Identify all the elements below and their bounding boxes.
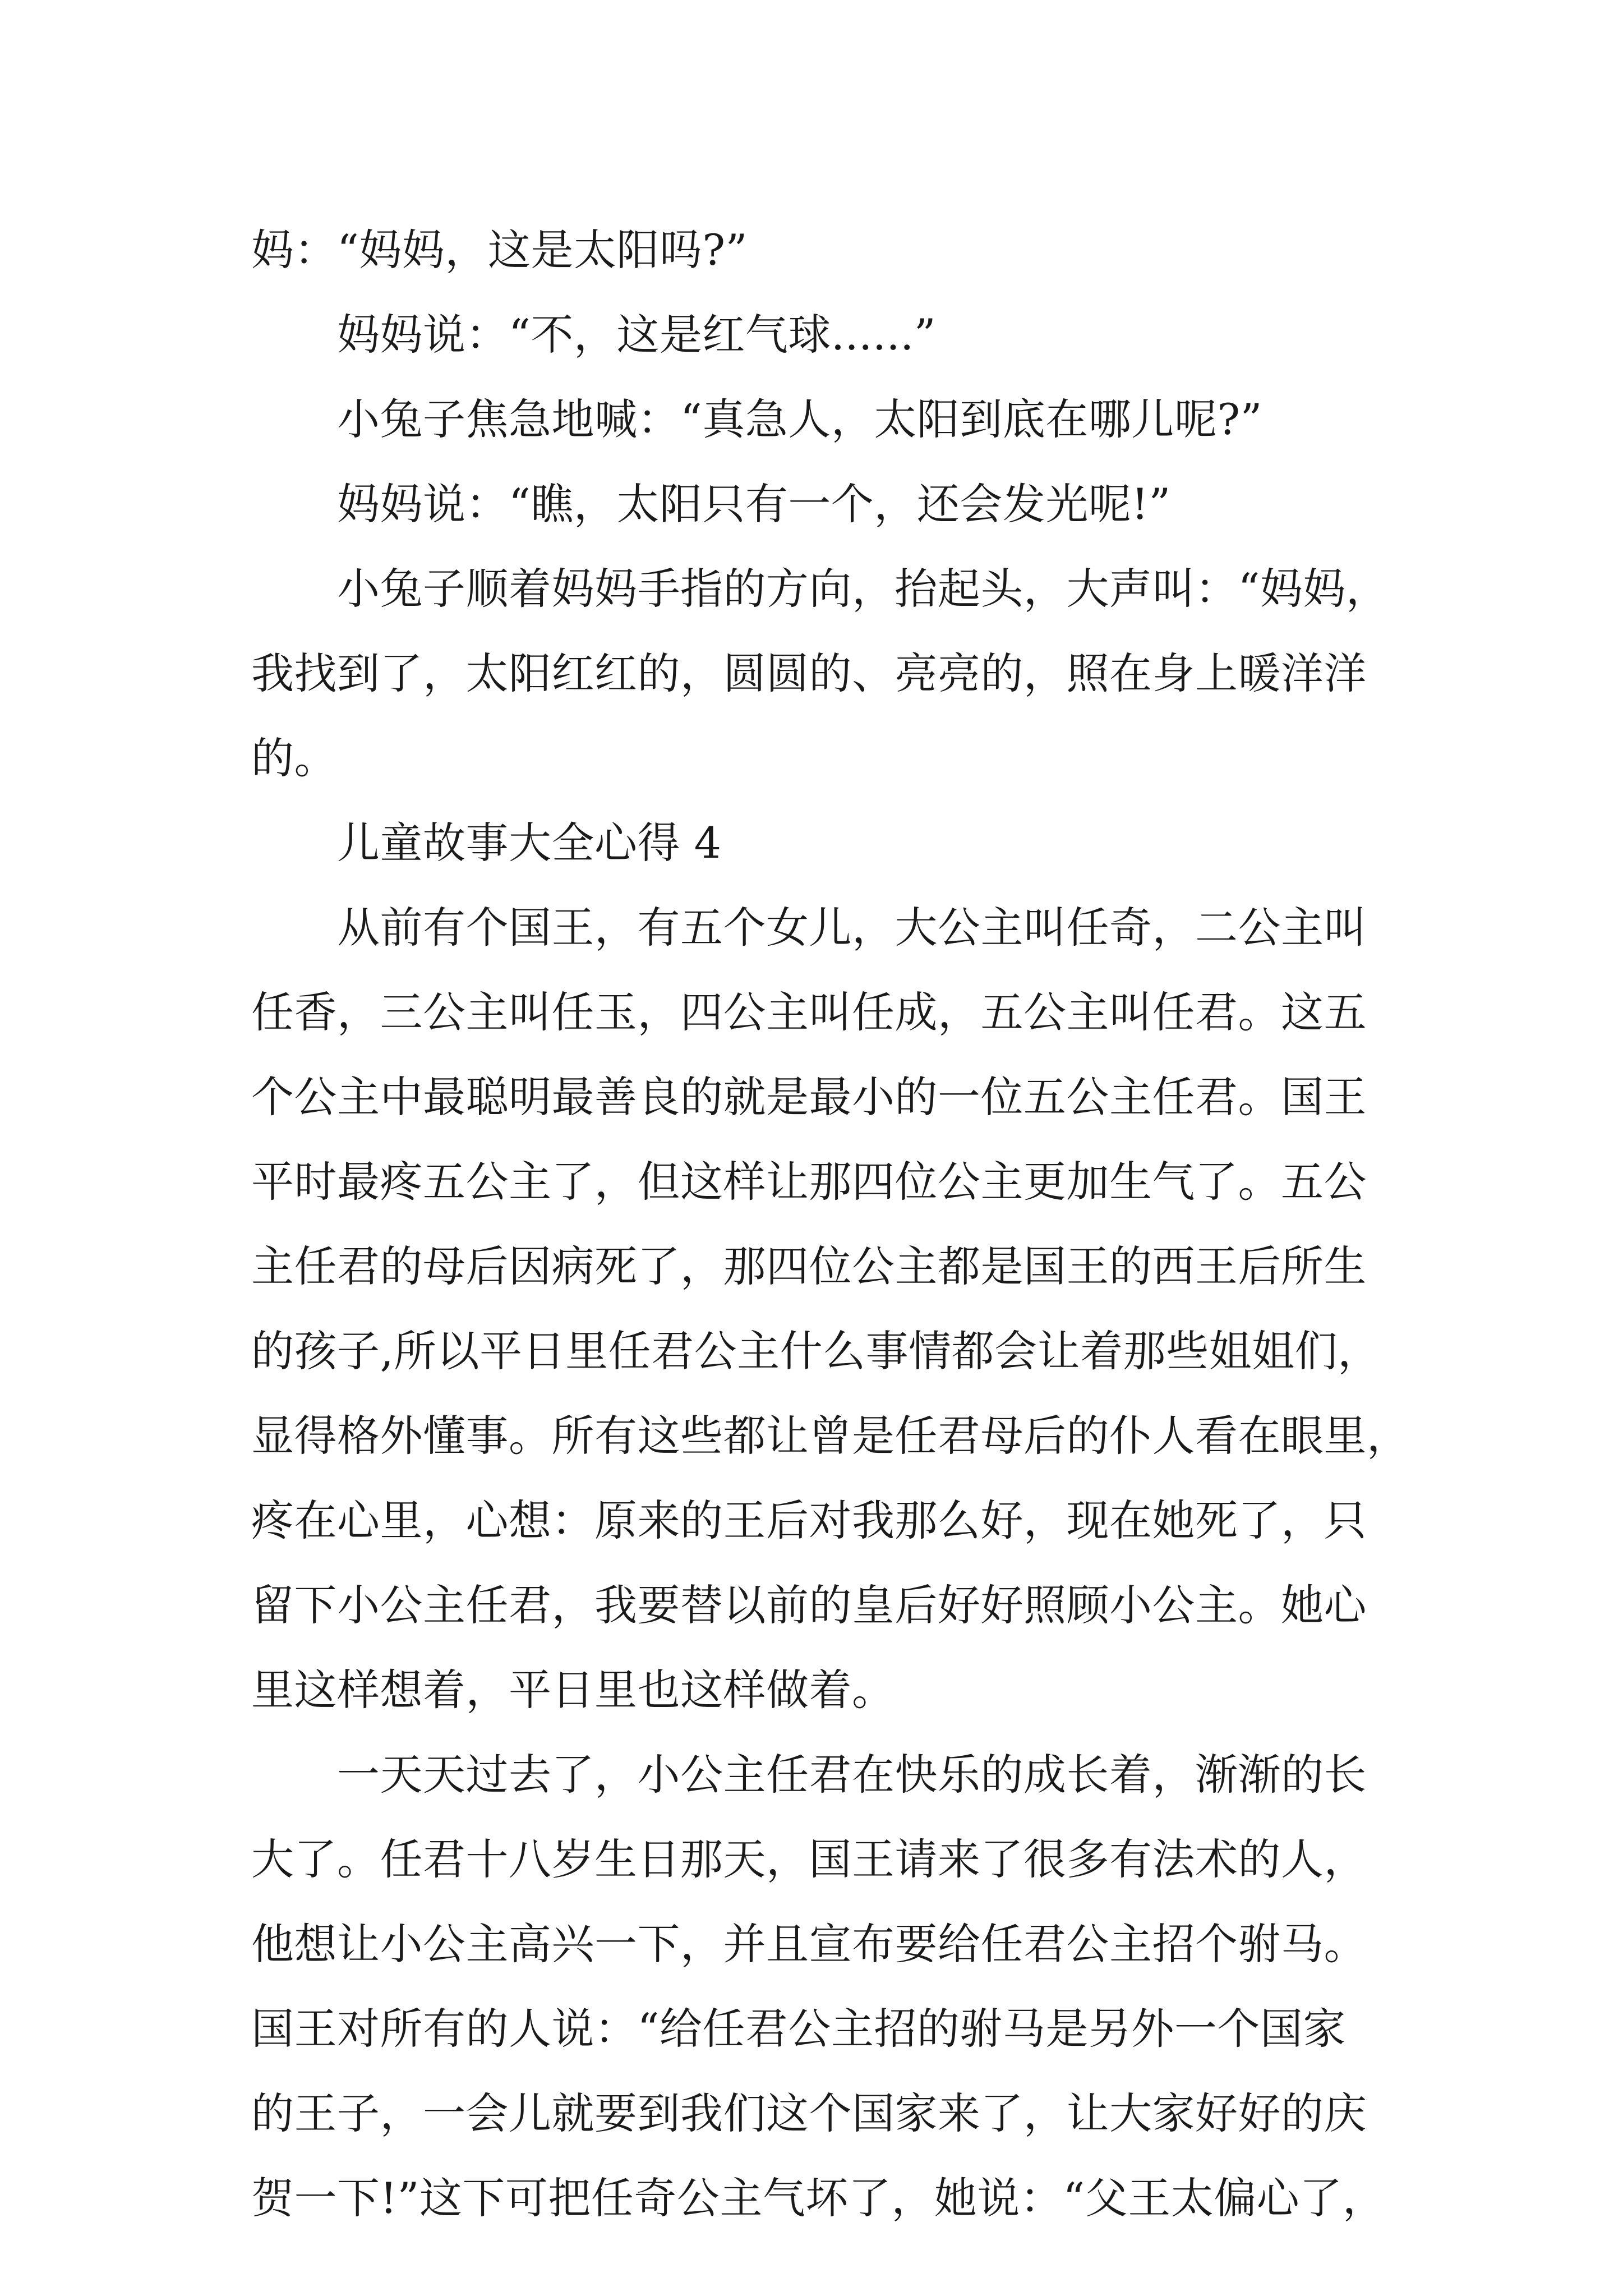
text-line: 从前有个国王，有五个女儿，大公主叫任奇，二公主叫 bbox=[251, 903, 1367, 953]
text-line: 任香，三公主叫任玉，四公主叫任成，五公主叫任君。这五 bbox=[251, 987, 1367, 1037]
text-line: 小兔子焦急地喊：“真急人，太阳到底在哪儿呢?” bbox=[251, 394, 1262, 444]
text-line: 显得格外懂事。所有这些都让曾是任君母后的仆人看在眼里， bbox=[251, 1411, 1410, 1461]
text-line: 贺一下!”这下可把任奇公主气坏了，她说：“父王太偏心了， bbox=[251, 2173, 1386, 2223]
text-line: 疼在心里，心想：原来的王后对我那么好，现在她死了，只 bbox=[251, 1496, 1367, 1545]
text-line: 的王子，一会儿就要到我们这个国家来了，让大家好好的庆 bbox=[251, 2088, 1367, 2138]
text-line: 里这样想着，平日里也这样做着。 bbox=[251, 1665, 895, 1715]
text-line: 主任君的母后因病死了，那四位公主都是国王的西王后所生 bbox=[251, 1241, 1367, 1291]
text-line: 平时最疼五公主了，但这样让那四位公主更加生气了。五公 bbox=[251, 1157, 1367, 1207]
text-line: 妈妈说：“瞧，太阳只有一个，还会发光呢!” bbox=[251, 479, 1171, 529]
text-line: 妈：“妈妈，这是太阳吗?” bbox=[251, 225, 748, 275]
document-body bbox=[251, 208, 1410, 2240]
text-line: 我找到了，太阳红红的，圆圆的、亮亮的，照在身上暖洋洋 bbox=[251, 648, 1367, 698]
text-line: 的。 bbox=[251, 733, 337, 783]
text-line: 他想让小公主高兴一下，并且宣布要给任君公主招个驸马。 bbox=[251, 1919, 1367, 1969]
text-line: 国王对所有的人说：“给任君公主招的驸马是另外一个国家 bbox=[251, 2004, 1346, 2054]
text-line: 一天天过去了，小公主任君在快乐的成长着，渐渐的长 bbox=[251, 1750, 1367, 1800]
text-line: 留下小公主任君，我要替以前的皇后好好照顾小公主。她心 bbox=[251, 1580, 1367, 1630]
text-line: 个公主中最聪明最善良的就是最小的一位五公主任君。国王 bbox=[251, 1072, 1367, 1122]
text-line: 大了。任君十八岁生日那天，国王请来了很多有法术的人， bbox=[251, 1834, 1367, 1884]
text-line: 妈妈说：“不，这是红气球......” bbox=[251, 310, 937, 360]
text-line: 小兔子顺着妈妈手指的方向，抬起头，大声叫：“妈妈， bbox=[251, 564, 1389, 614]
section-heading: 儿童故事大全心得 4 bbox=[251, 818, 722, 868]
text-line: 的孩子,所以平日里任君公主什么事情都会让着那些姐姐们， bbox=[251, 1326, 1381, 1376]
